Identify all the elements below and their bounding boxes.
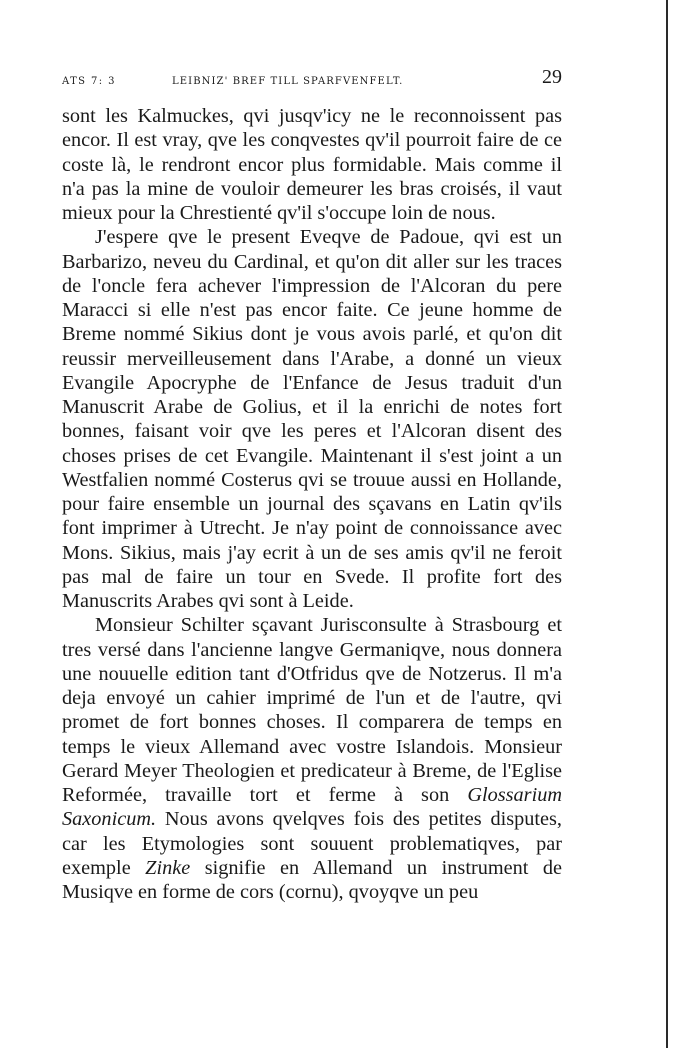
header-signature: ATS 7: 3: [62, 76, 116, 87]
header-title: LEIBNIZ' BREF TILL SPARFVENFELT.: [172, 76, 404, 87]
paragraph-1: sont les Kalmuckes, qvi jusqv'icy ne le reconnoissent pas encor. Il est vray, qve les conqvestes qv'il pourroit faire de ce coste là, le rendront encor plus formidable. Mais comme il n'a pas la mine de vouloir demeurer les bras croisés, il vaut mieux pour la Chrestienté qv'il s'occupe loin de nous.: [62, 105, 562, 224]
paragraph-3-text-a: Monsieur Schilter sçavant Jurisconsulte à Strasbourg et tres versé dans l'ancienne langve Germaniqve, nous donnera une nouuelle edition tant d'Otfridus qve de Notzerus. Il m'a deja envoyé un cahier imprimé de l'un et de l'autre, qvi promet de fort bonnes choses. Il comparera de temps en temps le vieux Allemand avec vostre Islandois. Monsieur Gerard Meyer Theologien et predicateur à Breme, de l'Eglise Reformée, travaille tort et ferme à son: [62, 614, 562, 806]
page-edge-rule: [666, 0, 668, 1048]
paragraph-3-text-c: signifie en Allemand un instrument de Musiqve en forme de cors (cornu), qvoyqve un peu: [62, 856, 563, 903]
glossarium-title: Glossarium Saxonicum.: [62, 784, 562, 831]
paragraph-2: J'espere qve le present Eveqve de Padoue, qvi est un Barbarizo, neveu du Cardinal, et qu'on dit aller sur les traces de l'oncle fera achever l'impression de l'Alcoran du pere Maracci si elle n'est pas encor faite. Ce jeune homme de Breme nommé Sikius dont je vous avois parlé, et qu'on dit reussir merveilleusement dans l'Arabe, a donné un vieux Evangile Apocryphe de l'Enfance de Jesus traduit d'un Manuscrit Arabe de Golius, et il la enrichi de notes fort bonnes, faisant voir qve les peres et l'Alcoran disent des choses prises de cet Evangile. Maintenant il s'est joint a un Westfalien nommé Costerus qvi se trouue aussi en Hollande, pour faire ensemble un journal des sçavans en Latin qv'ils font imprimer à Utrecht. Je n'ay point de connoissance avec Mons. Sikius, mais j'ay ecrit à un de ses amis qv'il ne feroit pas mal de faire un tour en Svede. Il profite fort des Manuscrits Arabes qvi sont à Leide.: [62, 226, 562, 612]
body-text: [62, 104, 562, 904]
page-number: 29: [542, 66, 562, 88]
zinke-word: Zinke: [145, 856, 191, 879]
paragraph-3-text-b: Nous avons qvelqves fois des petites disputes, car les Etymologies sont souuent problematiqves, par exemple: [62, 808, 562, 879]
paragraph-3: [62, 613, 562, 904]
running-header: [62, 66, 562, 90]
